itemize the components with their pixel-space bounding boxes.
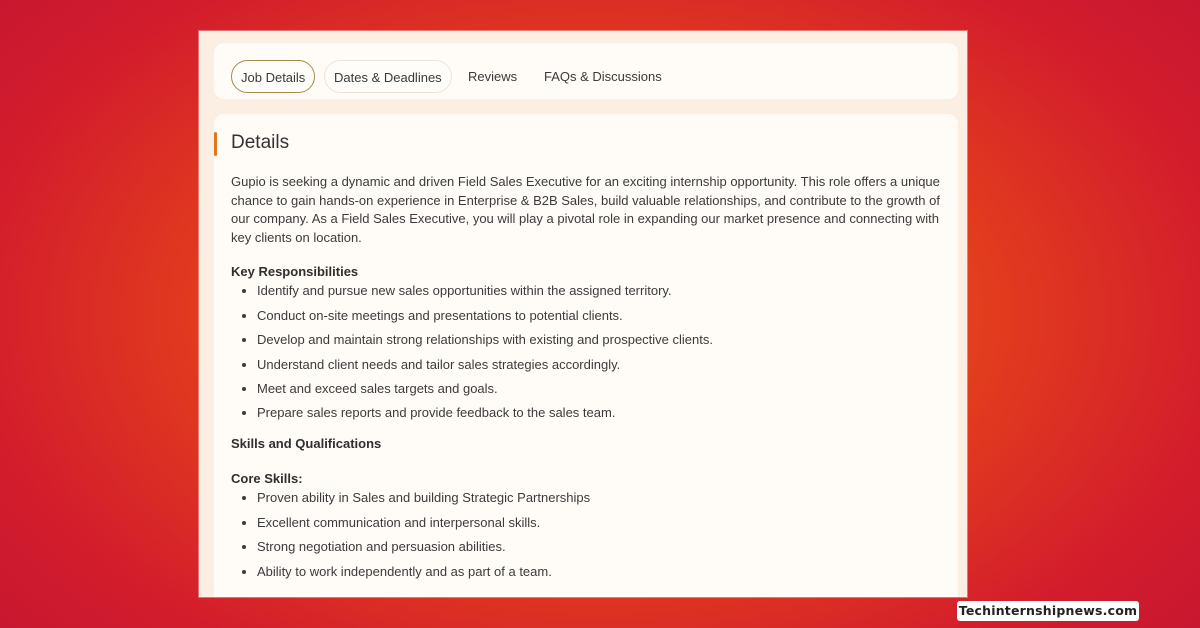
list-item: • Proven ability in Sales and building Strategic Partnerships (257, 489, 943, 507)
list-item: • Prepare sales reports and provide feedback to the sales team. (257, 404, 943, 422)
list-item: • Identify and pursue new sales opportunities within the assigned territory. (257, 282, 943, 300)
section-title: Details (231, 132, 290, 153)
skills-heading: Skills and Qualifications (231, 436, 382, 452)
list-item: • Understand client needs and tailor sales strategies accordingly. (257, 356, 943, 374)
section-accent-bar (214, 132, 217, 156)
screenshot-frame (199, 31, 967, 597)
core-skills-heading: Core Skills: (231, 471, 303, 487)
responsibilities-heading: Key Responsibilities (231, 264, 359, 280)
responsibilities-list (231, 282, 943, 422)
list-item: • Excellent communication and interpersonal skills. (257, 514, 943, 532)
tab-reviews[interactable]: Reviews (468, 69, 518, 84)
list-item: • Develop and maintain strong relationships with existing and prospective clients. (257, 331, 943, 349)
list-item: • Strong negotiation and persuasion abilities. (257, 538, 943, 556)
intro-paragraph: Gupio is seeking a dynamic and driven Field Sales Executive for an exciting internship opportunity. This role offers a unique chance to gain hands-on experience in Enterprise & B2B Sales, build valuable relationships, and contribute to the growth of our company. As a Field Sales Executive, you will play a pivotal role in expanding our market presence and connecting with key clients on location. (231, 174, 940, 245)
list-item: • Meet and exceed sales targets and goals. (257, 380, 943, 398)
tab-bar (214, 43, 958, 99)
site-watermark: Techinternshipnews.com (957, 601, 1139, 621)
details-body (231, 173, 943, 587)
list-item: • Conduct on-site meetings and presentations to potential clients. (257, 307, 943, 325)
core-skills-list (231, 489, 943, 580)
tab-dates-deadlines[interactable]: Dates & Deadlines (324, 60, 452, 93)
details-card (214, 114, 958, 597)
list-item: • Ability to work independently and as part of a team. (257, 563, 943, 581)
tab-job-details[interactable]: Job Details (231, 60, 315, 93)
tab-faqs-discussions[interactable]: FAQs & Discussions (544, 69, 662, 84)
